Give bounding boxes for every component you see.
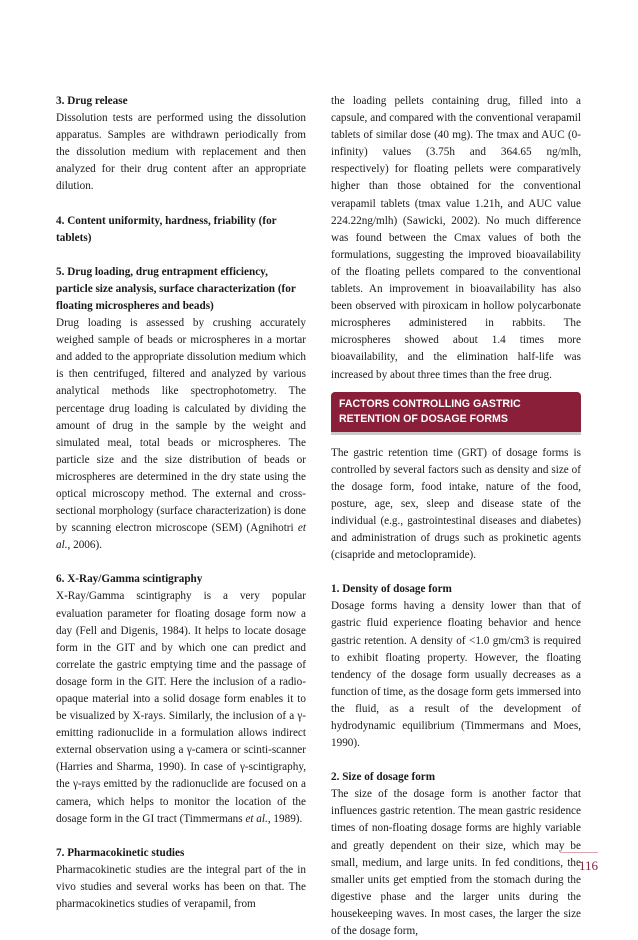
factors-intro: The gastric retention time (GRT) of dosage forms is controlled by several factors such as density and size of the dosage form, food intake, nature of the food, posture, age, sex, sleep and disease state of the individual (e.g., gastrointestinal diseases and diabetes) and administration of drugs such as prokinetic agents (cisapride and metoclopramide). — [331, 446, 581, 562]
size-heading: 2. Size of dosage form — [331, 771, 436, 784]
density-heading: 1. Density of dosage form — [331, 583, 452, 596]
pharmacokinetic-body: Pharmacokinetic studies are the integral part of the in vivo studies and several works has been on that. The pharmacokinetics studies of verapamil, from — [56, 863, 306, 911]
xray-body: X-Ray/Gamma scintigraphy is a very popular evaluation parameter for floating dosage form now a day (Fell and Digenis, 1984). It helps to locate dosage form in the GIT and by which one can predict and correlate the gastric emptying time and the passage of dosage form in the GIT. Here the inclusion of a radio-opaque material into a solid dosage form enables it to be visualized by X-rays. Similarly, the inclusion of a γ-emitting radionuclide in a formulation allows indirect external observation using a γ-camera or scinti-scanner (Harries and Sharma, 1990). In case of γ-scintigraphy, the γ-rays emitted by the radionuclide are focused on a camera, which helps to monitor the location of the dosage form in the GI tract (Timmermans et al., 1989). — [56, 590, 306, 825]
continuation-paragraph: the loading pellets containing drug, filled into a capsule, and compared with the conventional verapamil tablets of similar dose (40 mg). The tmax and AUC (0-infinity) values (3.75h and 364.65 ng/mlh, respectively) for floating pellets were comparatively higher than those obtained for the conventional verapamil tablets (tmax value 1.21h, and AUC value 224.22ng/mlh) (Sawicki, 2002). No much difference was found between the Cmax values of both the formulations, suggesting the improved bioavailability of the floating pellets compared to the conventional tablets. An improvement in bioavailability has also been observed with piroxicam in hollow polycarbonate microspheres administered in rabbits. The microspheres showed about 1.4 times more bioavailability, and the elimination half-life was increased by about three times than the free drug. — [331, 95, 581, 381]
size-body: The size of the dosage form is another factor that influences gastric retention. The mean gastric residence times of non-floating dosage forms are highly variable and greatly dependent on their size, which may be small, medium, and large units. In fed conditions, the smaller units get emptied from the stomach during the digestive phase and the larger units during the housekeeping waves. In most cases, the larger the size of the dosage form, — [331, 788, 581, 938]
drug-loading-body: Drug loading is assessed by crushing accurately weighed sample of beads or microspheres in a mortar and added to the appropriate dissolution medium which is then centrifuged, filtered and analyzed by various analytical methods like spectrophotometry. The percentage drug loading is calculated by dividing the amount of drug in the sample by the weight and simulated meal, total beads or microspheres. The particle size and the size distribution of beads or microspheres are determined in the dry state using the optical microscopy method. The external and cross-sectional morphology (surface characterization) is done by scanning electron microscope (SEM) (Agnihotri et al., 2006). — [56, 317, 306, 552]
right-column — [331, 93, 581, 940]
content-uniformity-heading: 4. Content uniformity, hardness, friability (for tablets) — [56, 214, 277, 244]
left-column — [56, 93, 306, 913]
page-number-rule — [560, 852, 598, 853]
page-footer — [560, 852, 598, 875]
pharmacokinetic-heading: 7. Pharmacokinetic studies — [56, 846, 185, 859]
xray-heading: 6. X-Ray/Gamma scintigraphy — [56, 573, 203, 586]
drug-release-heading: 3. Drug release — [56, 95, 128, 107]
drug-loading-heading: 5. Drug loading, drug entrapment efficiency, particle size analysis, surface characterization (for floating microspheres and beads) — [56, 265, 296, 312]
drug-release-body: Dissolution tests are performed using the dissolution apparatus. Samples are withdrawn periodically from the dissolution medium with replacement and then analyzed for their drug content after an appropriate dilution. — [56, 112, 306, 193]
page-number: 116 — [578, 858, 598, 873]
section-banner: FACTORS CONTROLLING GASTRIC RETENTION OF DOSAGE FORMS — [331, 392, 581, 435]
density-body: Dosage forms having a density lower than that of gastric fluid experience floating behavior and hence gastric retention. A density of <1.0 gm/cm3 is required to exhibit floating property. However, the floating tendency of the dosage form usually decreases as a function of time, as the dosage form gets immersed into the fluid, as a result of the development of hydrodynamic equilibrium (Timmermans and Moes, 1990). — [331, 600, 581, 750]
